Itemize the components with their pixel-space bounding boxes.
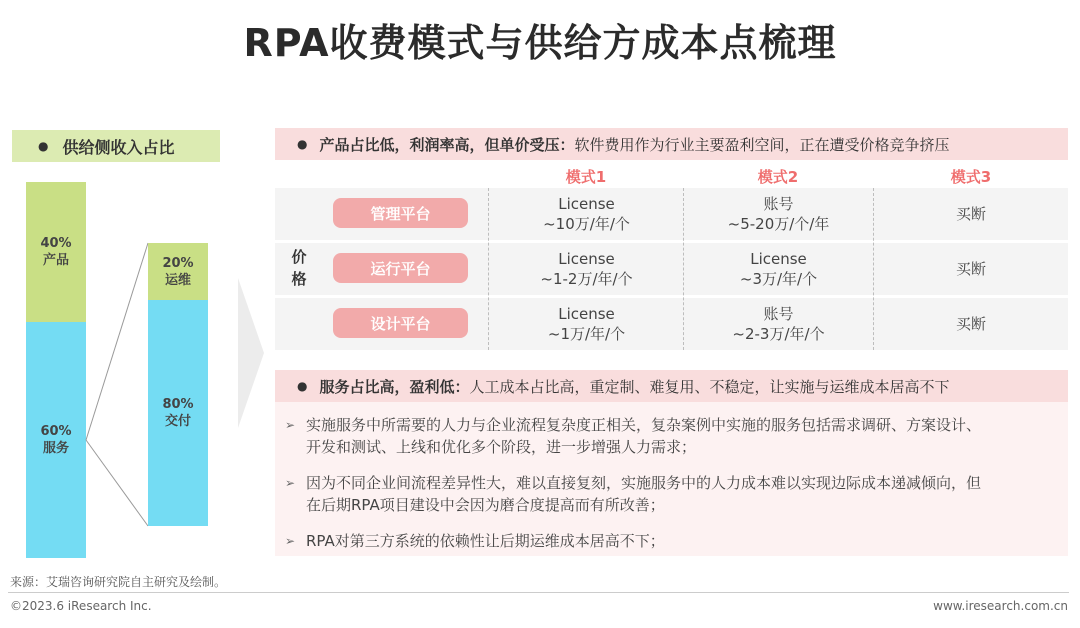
product-header-text: 软件费用作为行业主要盈利空间，正在遭受价格竞争挤压 (574, 135, 950, 154)
service-header-bold: 服务占比高，盈利低： (319, 377, 470, 396)
cell-line: License (558, 195, 615, 213)
column-header-mode3: 模式3 (950, 168, 992, 186)
cell-line: ~2-3万/年/个 (732, 325, 825, 343)
cell-mode1 (490, 243, 683, 295)
price-label-char: 价 (291, 248, 307, 266)
segment-pct: 60% (40, 424, 72, 439)
bullet-dot-icon: ● (297, 137, 308, 151)
segment-label: 服务 (42, 441, 69, 456)
bullet-line: 在后期RPA项目建设中会因为磨合度提高而有所改善； (306, 496, 665, 514)
arrow-bullet-icon: ➢ (285, 418, 296, 432)
cell-line: ~5-20万/个/年 (727, 215, 830, 233)
source-note: 来源：艾瑞咨询研究院自主研究及绘制。 (10, 575, 227, 589)
cell-mode3 (874, 298, 1068, 350)
segment-pct: 20% (162, 255, 194, 271)
website-link[interactable]: www.iresearch.com.cn (933, 599, 1068, 613)
price-label (289, 246, 309, 290)
bullet-dot-icon: ● (38, 139, 49, 153)
cell-line: 账号 (763, 195, 794, 213)
column-header-mode1: 模式1 (565, 168, 607, 186)
bullet-line: 因为不同企业间流程差异性大，难以直接复刻，实施服务中的人力成本难以实现边际成本递减倾向，但 (306, 474, 982, 492)
bullet-line: RPA对第三方系统的依赖性让后期运维成本居高不下； (306, 532, 665, 550)
cell-mode2 (684, 243, 873, 295)
list-item (285, 472, 1065, 516)
cell-mode3 (874, 243, 1068, 295)
list-item (285, 530, 1065, 552)
segment-label: 交付 (164, 414, 191, 429)
service-header (275, 370, 1068, 402)
cell-line: 账号 (763, 305, 794, 323)
cell-line: 买断 (955, 315, 986, 333)
segment-pct: 80% (162, 397, 194, 412)
column-divider (488, 188, 489, 350)
pill-management-platform: 管理平台 (333, 198, 468, 228)
chevron-right-icon (238, 278, 264, 428)
cell-line: License (558, 305, 615, 323)
pill-design-platform: 设计平台 (333, 308, 468, 338)
service-header-text: 人工成本占比高，重定制、难复用、不稳定，让实施与运维成本居高不下 (469, 377, 950, 396)
cell-line: 买断 (955, 260, 986, 278)
bar-segment-delivery (148, 300, 208, 526)
bullet-line: 开发和测试、上线和优化多个阶段，进一步增强人力需求； (306, 438, 697, 456)
pill-runtime-platform: 运行平台 (333, 253, 468, 283)
cell-mode3 (874, 188, 1068, 240)
cell-line: ~3万/年/个 (739, 270, 818, 288)
bullet-line: 实施服务中所需要的人力与企业流程复杂度正相关，复杂案例中实施的服务包括需求调研、方案设计、 (306, 416, 982, 434)
copyright: ©2023.6 iResearch Inc. (10, 599, 152, 613)
segment-pct: 40% (40, 236, 72, 251)
cell-mode2 (684, 188, 873, 240)
price-label-char: 格 (291, 270, 307, 288)
footer-divider (8, 592, 1069, 593)
cell-mode2 (684, 298, 873, 350)
segment-label: 运维 (164, 272, 191, 288)
cell-line: ~10万/年/个 (543, 215, 630, 233)
product-header (275, 128, 1068, 160)
product-header-bold: 产品占比低，利润率高，但单价受压： (319, 135, 575, 154)
cell-line: License (750, 250, 807, 268)
cell-line: 买断 (955, 205, 986, 223)
segment-label: 产品 (42, 253, 69, 268)
arrow-bullet-icon: ➢ (285, 476, 296, 490)
page-title: RPA收费模式与供给方成本点梳理 (243, 21, 837, 65)
revenue-share-title: 供给侧收入占比 (62, 137, 175, 157)
cell-mode1 (490, 188, 683, 240)
cell-line: ~1万/年/个 (547, 325, 626, 343)
cell-line: ~1-2万/年/个 (540, 270, 633, 288)
list-item (285, 414, 1065, 458)
bullet-dot-icon: ● (297, 379, 308, 393)
cell-line: License (558, 250, 615, 268)
bar-segment-maintenance (148, 243, 208, 300)
column-header-mode2: 模式2 (757, 168, 799, 186)
arrow-bullet-icon: ➢ (285, 534, 296, 548)
cell-mode1 (490, 298, 683, 350)
